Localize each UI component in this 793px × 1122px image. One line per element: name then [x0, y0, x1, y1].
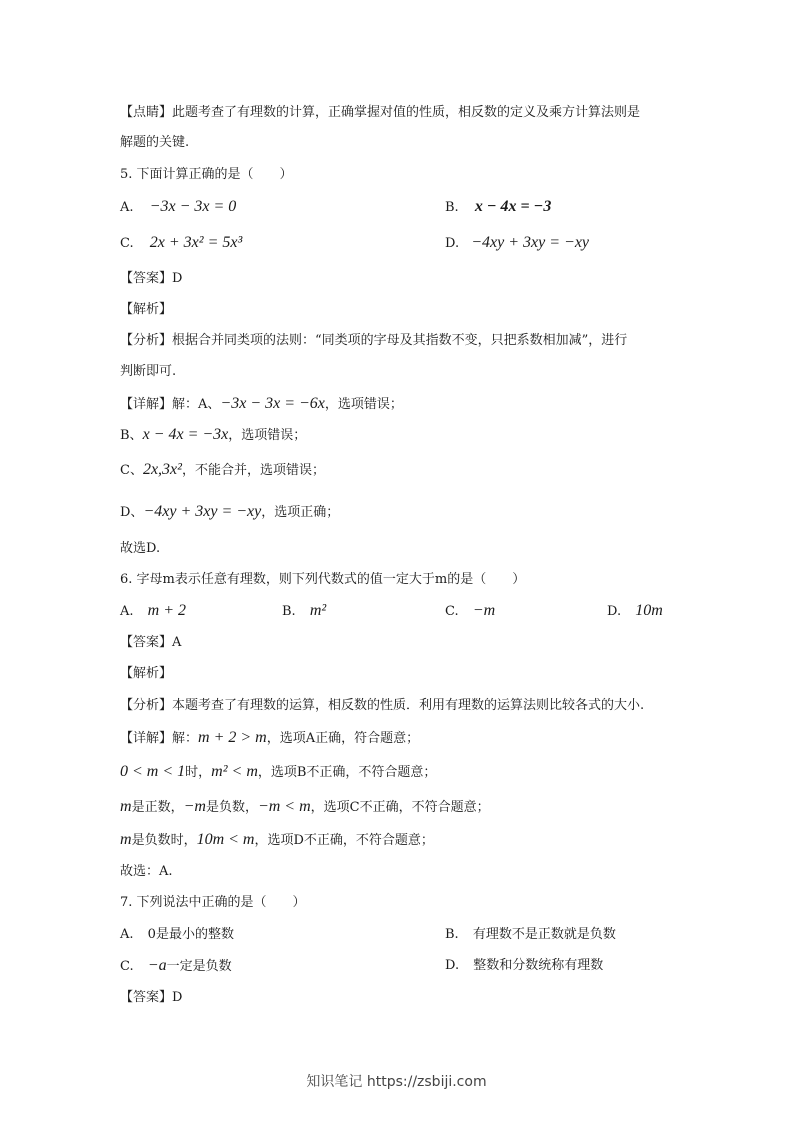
footer-watermark: 知识笔记 https://zsbiji.com: [306, 1074, 487, 1090]
q5-fenxi-2: 判断即可.: [120, 364, 177, 379]
option-text: 一定是负数: [166, 959, 232, 974]
detail-expr: m² < m: [211, 763, 258, 780]
option-expr: −m: [472, 602, 496, 619]
q5-detail-b: [120, 426, 306, 445]
q5-analysis-title: 【解析】: [120, 302, 173, 317]
q6-detail-b: [120, 763, 436, 782]
detail-expr: m: [120, 798, 132, 815]
option-expr: x − 4x = −3: [474, 198, 552, 215]
detail-expr: x − 4x = −3x: [142, 426, 229, 443]
q7-stem: 7. 下列说法中正确的是（ ）: [120, 895, 306, 910]
q5-option-c: [120, 234, 242, 253]
detail-prefix: B、: [120, 428, 143, 443]
q7-option-a: [120, 926, 234, 944]
option-expr: m + 2: [147, 602, 187, 619]
option-expr: −3x − 3x = 0: [149, 198, 237, 215]
q6-analysis-title: 【解析】: [120, 666, 173, 681]
q5-option-b: [445, 198, 551, 217]
option-label: D.: [607, 604, 622, 619]
q5-fenxi-1: 【分析】根据合并同类项的法则：“同类项的字母及其指数不变，只把系数相加减”，进行: [120, 333, 628, 348]
q6-answer: 【答案】A: [120, 635, 182, 650]
detail-text: 时，: [185, 765, 212, 780]
option-expr: m²: [309, 602, 327, 619]
q7-option-d: [445, 957, 603, 975]
option-label: D.: [445, 958, 460, 973]
q5-detail-c: [120, 461, 325, 480]
option-expr: −a: [147, 957, 167, 974]
detail-expr: m: [120, 831, 132, 848]
detail-suffix: ，选项C不正确，不符合题意；: [310, 800, 490, 815]
q6-conclusion: 故选：A.: [120, 864, 173, 879]
detail-text: 是负数时，: [131, 833, 197, 848]
detail-expr: m + 2 > m: [198, 729, 267, 746]
option-expr: 2x + 3x² = 5x³: [149, 234, 243, 251]
q7-answer: 【答案】D: [120, 990, 183, 1005]
tip-line-1: 【点睛】此题考查了有理数的计算，正确掌握对值的性质，相反数的定义及乘方计算法则是: [120, 105, 641, 120]
detail-expr: −4xy + 3xy = −xy: [143, 503, 262, 520]
q6-option-b: [282, 602, 326, 621]
q5-option-d: [445, 234, 589, 253]
q5-answer: 【答案】D: [120, 271, 183, 286]
q6-option-d: [607, 602, 663, 621]
detail-expr: 2x,3x²: [142, 461, 182, 478]
q5-stem: 5. 下面计算正确的是（ ）: [120, 167, 293, 182]
q5-detail-d: [120, 503, 339, 522]
q5-conclusion: 故选D.: [120, 541, 161, 556]
option-text: 0是最小的整数: [147, 927, 234, 942]
detail-prefix: C、: [120, 463, 143, 478]
option-label: C.: [120, 236, 134, 251]
detail-text: 是负数，: [205, 800, 258, 815]
detail-suffix: ，选项错误；: [228, 428, 307, 443]
option-label: C.: [445, 604, 459, 619]
detail-text: 是正数，: [131, 800, 184, 815]
option-label: C.: [120, 959, 134, 974]
q6-detail-c: [120, 798, 490, 817]
tip-line-2: 解题的关键.: [120, 135, 190, 150]
detail-prefix: 【详解】解：: [120, 731, 199, 746]
option-text: 有理数不是正数就是负数: [472, 927, 616, 942]
option-label: B.: [282, 604, 296, 619]
q5-option-a: [120, 198, 236, 217]
detail-suffix: ，选项错误；: [324, 397, 403, 412]
q5-detail-a: [120, 395, 403, 414]
q7-option-c: [120, 957, 232, 976]
q6-stem: 6. 字母m表示任意有理数，则下列代数式的值一定大于m的是（ ）: [120, 572, 526, 587]
detail-suffix: ，选项A正确，符合题意；: [266, 731, 420, 746]
option-expr: 10m: [635, 602, 663, 619]
detail-prefix: D、: [120, 505, 144, 520]
q6-option-c: [445, 602, 495, 621]
option-expr: −4xy + 3xy = −xy: [471, 234, 590, 251]
q6-option-a: [120, 602, 186, 621]
option-text: 整数和分数统称有理数: [473, 958, 604, 973]
detail-suffix: ，选项B不正确，不符合题意；: [257, 765, 437, 780]
option-label: D.: [445, 236, 460, 251]
option-label: B.: [445, 927, 459, 942]
option-label: A.: [120, 927, 134, 942]
detail-suffix: ，选项正确；: [261, 505, 340, 520]
q6-fenxi: 【分析】本题考查了有理数的运算，相反数的性质．利用有理数的运算法则比较各式的大小.: [120, 698, 645, 713]
detail-expr: −3x − 3x = −6x: [220, 395, 325, 412]
option-label: A.: [120, 604, 134, 619]
q7-option-b: [445, 926, 616, 944]
option-label: A.: [120, 200, 134, 215]
detail-expr: 10m < m: [196, 831, 255, 848]
detail-expr: −m: [183, 798, 206, 815]
detail-expr: 0 < m < 1: [120, 763, 186, 780]
q6-detail-d: [120, 831, 434, 850]
detail-prefix: 【详解】解：A、: [120, 397, 221, 412]
option-label: B.: [445, 200, 459, 215]
detail-expr: −m < m: [257, 798, 311, 815]
q6-detail-a: [120, 729, 419, 748]
detail-suffix: ，不能合并，选项错误；: [181, 463, 325, 478]
detail-suffix: ，选项D不正确，不符合题意；: [254, 833, 434, 848]
